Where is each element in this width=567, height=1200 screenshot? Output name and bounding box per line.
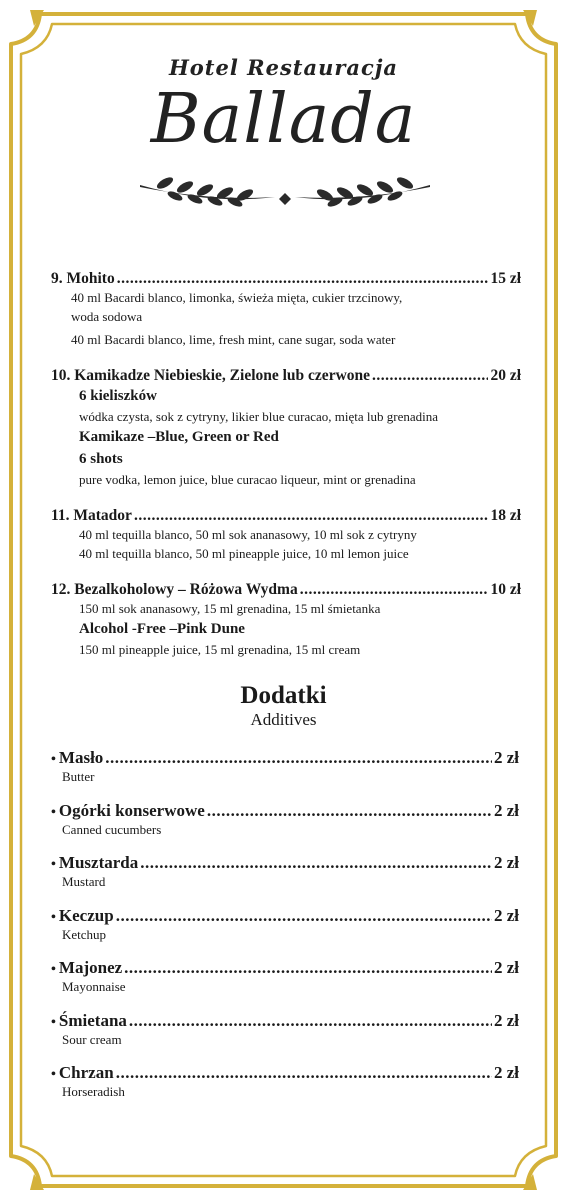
item-description-en: 40 ml tequilla blanco, 50 ml pineapple juice, 10 ml lemon juice (79, 546, 409, 561)
bullet-icon: • (51, 1014, 56, 1030)
additive-name-en: Horseradish (62, 1084, 125, 1099)
item-description-pl: woda sodowa (71, 309, 143, 324)
item-subheading-pl: 6 kieliszków (79, 388, 157, 404)
bullet-icon: • (51, 962, 56, 977)
item-name: 9. Mohito (51, 270, 115, 287)
additive-price: 2 zł (493, 1063, 519, 1082)
additive-heading (51, 853, 519, 873)
item-description-en: pure vodka, lemon juice, blue curacao liqueur, mint or grenadina (79, 472, 416, 487)
dot-leader (300, 581, 489, 599)
item-subheading-en: 6 shots (79, 451, 123, 467)
dot-leader (105, 748, 492, 768)
bullet-icon: • (51, 804, 56, 820)
additive-item (51, 1063, 519, 1116)
hotel-subtitle: Hotel Restauracja (168, 55, 399, 80)
additive-item (51, 958, 519, 1011)
dot-leader (134, 507, 489, 525)
additives-section-heading (0, 682, 567, 730)
menu-item-mohito (51, 270, 521, 349)
additive-heading (51, 801, 519, 821)
additive-price: 2 zł (493, 905, 519, 925)
additive-name: Keczup (58, 905, 114, 925)
bullet-icon: • (51, 909, 56, 925)
item-price: 15 zł (490, 270, 521, 287)
item-heading (51, 270, 521, 288)
dot-leader (140, 853, 492, 873)
additive-item (51, 906, 519, 959)
additive-name: Ogórki konserwowe (58, 800, 205, 820)
bullet-icon: • (51, 1067, 56, 1082)
additive-name-en: Sour cream (62, 1031, 122, 1047)
dot-leader (116, 906, 492, 926)
menu-item-kamikadze (51, 367, 521, 489)
item-description-pl: wódka czysta, sok z cytryny, likier blue curacao, mięta lub grenadina (79, 409, 439, 424)
additive-name-en: Mustard (62, 874, 106, 889)
additive-price: 2 zł (493, 800, 519, 820)
additive-name: Masło (58, 748, 104, 767)
item-heading (51, 367, 521, 385)
item-name-en: Kamikaze –Blue, Green or Red (79, 429, 279, 445)
additive-heading (51, 1063, 519, 1083)
additive-item (51, 748, 519, 801)
section-subtitle: Additives (250, 710, 317, 729)
additive-name-en: Ketchup (62, 926, 107, 942)
additive-name: Śmietana (58, 1010, 127, 1030)
additive-name-en: Butter (62, 769, 95, 784)
bullet-icon: • (51, 857, 56, 872)
bullet-icon: • (51, 752, 56, 767)
additive-name-en: Mayonnaise (62, 979, 126, 994)
section-title: Dodatki (240, 682, 327, 709)
item-description-pl: 40 ml tequilla blanco, 50 ml sok ananasowy, 10 ml sok z cytryny (79, 527, 417, 542)
additive-heading (51, 748, 519, 768)
additive-price: 2 zł (493, 1010, 519, 1030)
item-heading (51, 507, 521, 525)
dot-leader (124, 958, 492, 978)
dot-leader (117, 270, 489, 288)
additive-price: 2 zł (493, 853, 519, 872)
additive-price: 2 zł (493, 958, 519, 977)
item-name: 11. Matador (51, 507, 132, 524)
restaurant-logo: Ballada (150, 80, 417, 159)
additive-item (51, 1011, 519, 1064)
additive-item (51, 853, 519, 906)
menu-item-matador (51, 507, 521, 563)
item-description-en: 40 ml Bacardi blanco, lime, fresh mint, cane sugar, soda water (71, 332, 396, 347)
dot-leader (207, 801, 492, 821)
dot-leader (129, 1011, 492, 1031)
item-price: 18 zł (490, 507, 521, 524)
additive-name-en: Canned cucumbers (62, 821, 162, 837)
additive-item (51, 801, 519, 854)
item-price: 10 zł (490, 581, 521, 598)
item-description-pl: 40 ml Bacardi blanco, limonka, świeża mięta, cukier trzcinowy, (71, 290, 403, 305)
additive-name: Majonez (58, 958, 123, 977)
dot-leader (372, 367, 488, 385)
menu-item-rozowa-wydma (51, 581, 521, 659)
laurel-ornament-icon (120, 165, 450, 215)
item-heading (51, 581, 521, 599)
additive-heading (51, 958, 519, 978)
cocktail-list (51, 270, 521, 677)
additive-name: Chrzan (58, 1063, 114, 1082)
additive-name: Musztarda (58, 853, 139, 872)
item-name: 10. Kamikadze Niebieskie, Zielone lub czerwone (51, 367, 371, 384)
item-description-pl: 150 ml sok ananasowy, 15 ml grenadina, 15 ml śmietanka (79, 601, 381, 616)
item-description-en: 150 ml pineapple juice, 15 ml grenadina, 15 ml cream (79, 642, 361, 657)
additive-heading (51, 1011, 519, 1031)
item-name-en: Alcohol -Free –Pink Dune (79, 621, 245, 637)
additive-heading (51, 906, 519, 926)
additives-list (51, 748, 519, 1116)
dot-leader (116, 1063, 492, 1083)
item-name: 12. Bezalkoholowy – Różowa Wydma (51, 581, 298, 598)
item-price: 20 zł (490, 367, 521, 384)
additive-price: 2 zł (493, 748, 519, 767)
